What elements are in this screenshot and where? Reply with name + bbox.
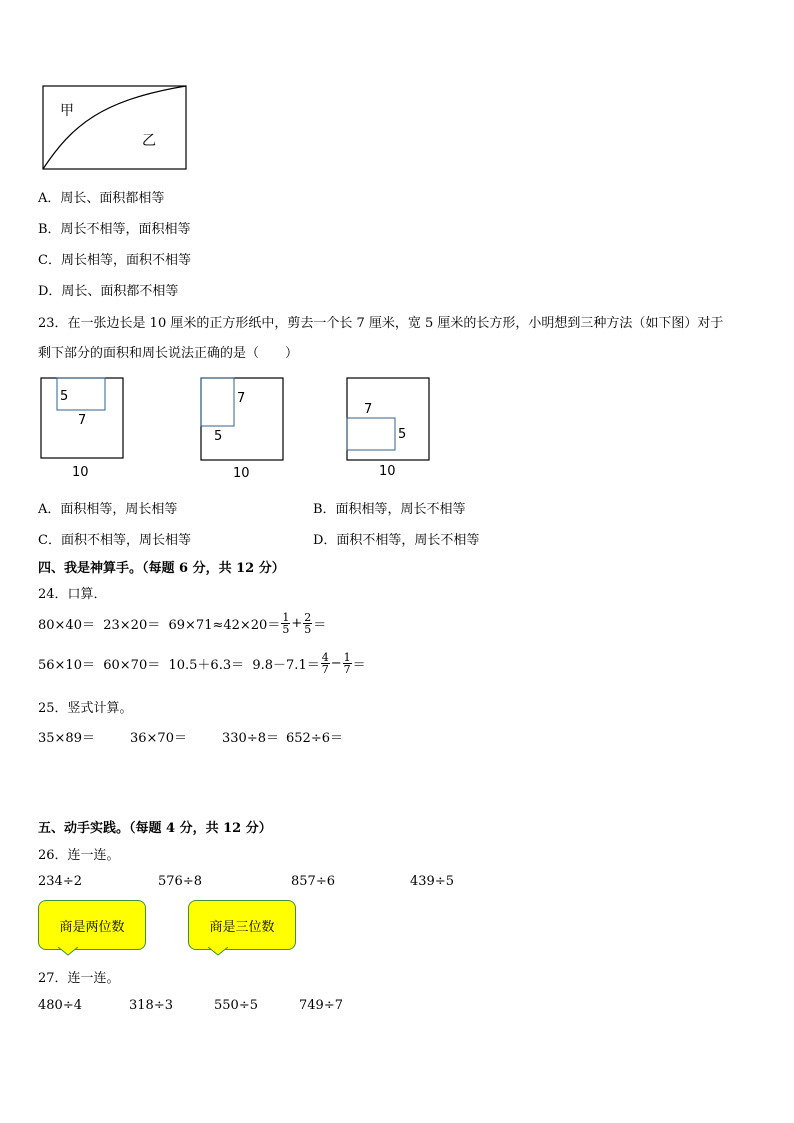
- q24-row2-fraction-2: $\frac{1}{7}$: [343, 651, 351, 676]
- bubble-1-tail: [58, 947, 78, 957]
- fig3-width-label: 5: [398, 427, 407, 442]
- q27-item-2: 318÷3: [129, 998, 173, 1013]
- q23-figure-2: [198, 376, 288, 480]
- q24-title: 24．口算．: [38, 587, 107, 602]
- q23-option-b: B．面积相等，周长不相等: [313, 502, 466, 517]
- q26-item-2: 576÷8: [158, 874, 202, 889]
- label-yi: 乙: [142, 133, 156, 149]
- q24-row1-equals: ＝: [313, 618, 327, 633]
- fig2-width-label: 5: [214, 429, 223, 444]
- q26-item-4: 439÷5: [410, 874, 454, 889]
- bubble-three-digit-quotient[interactable]: 商是三位数: [188, 900, 296, 950]
- q24-row-2: [38, 652, 366, 675]
- q22-option-d: D．周长、面积都不相等: [38, 284, 179, 299]
- q27-item-1: 480÷4: [38, 998, 82, 1013]
- fig2-length-label: 7: [237, 391, 246, 406]
- q23-question-line2: 剩下部分的面积和周长说法正确的是（ ）: [38, 346, 299, 361]
- q24-row2-fraction-1: $\frac{4}{7}$: [321, 651, 329, 676]
- q25-item-1: 35×89＝: [38, 731, 95, 746]
- section-5-title: 五、动手实践。（每题 4 分，共 12 分）: [38, 821, 272, 836]
- q24-row2-equals: ＝: [352, 658, 366, 673]
- q25-item-2: 36×70＝: [130, 731, 187, 746]
- q22-option-a: A．周长、面积都相等: [38, 191, 165, 206]
- jia-yi-figure: [42, 85, 188, 171]
- q23-question-line1: 23．在一张边长是 10 厘米的正方形纸中，剪去一个长 7 厘米，宽 5 厘米的长方形，小明想到三种方法（如下图）对于: [38, 316, 724, 331]
- bubble-2-tail: [208, 947, 228, 957]
- q24-row2-minus: −: [330, 656, 342, 671]
- q26-item-1: 234÷2: [38, 874, 82, 889]
- q23-option-d: D．面积不相等，周长不相等: [313, 533, 480, 548]
- q27-item-3: 550÷5: [214, 998, 258, 1013]
- q22-option-b: B．周长不相等，面积相等: [38, 222, 191, 237]
- q23-option-a: A．面积相等，周长相等: [38, 502, 178, 517]
- q24-row-1: [38, 612, 326, 635]
- q25-item-4: 652÷6＝: [286, 731, 343, 746]
- q24-row1-text: 80×40＝ 23×20＝ 69×71≈42×20＝: [38, 618, 281, 633]
- fig3-side-label: 10: [379, 464, 396, 479]
- q27-item-4: 749÷7: [299, 998, 343, 1013]
- fig1-length-label: 7: [78, 413, 87, 428]
- section-4-title: 四、我是神算手。（每题 6 分，共 12 分）: [38, 561, 285, 576]
- q25-title: 25．竖式计算。: [38, 701, 133, 716]
- bubble-two-digit-quotient[interactable]: 商是两位数: [38, 900, 146, 950]
- q23-figure-3: [344, 376, 434, 480]
- fig1-width-label: 5: [60, 389, 69, 404]
- q25-item-3: 330÷8＝: [222, 731, 279, 746]
- fig1-side-label: 10: [72, 465, 89, 480]
- q23-option-c: C．面积不相等，周长相等: [38, 533, 191, 548]
- q26-title: 26．连一连。: [38, 848, 120, 863]
- q24-row1-fraction-1: $\frac{1}{5}$: [282, 611, 290, 636]
- q24-row2-text: 56×10＝ 60×70＝ 10.5＋6.3＝ 9.8－7.1＝: [38, 658, 320, 673]
- fig2-side-label: 10: [233, 466, 250, 480]
- q24-row1-fraction-2: $\frac{2}{5}$: [304, 611, 312, 636]
- q22-option-c: C．周长相等，面积不相等: [38, 253, 191, 268]
- q27-title: 27．连一连。: [38, 971, 120, 986]
- q23-figure-1: [38, 376, 128, 480]
- label-jia: 甲: [60, 103, 74, 119]
- q24-row1-plus: +: [291, 616, 303, 631]
- q26-item-3: 857÷6: [291, 874, 335, 889]
- fig3-length-label: 7: [364, 402, 373, 417]
